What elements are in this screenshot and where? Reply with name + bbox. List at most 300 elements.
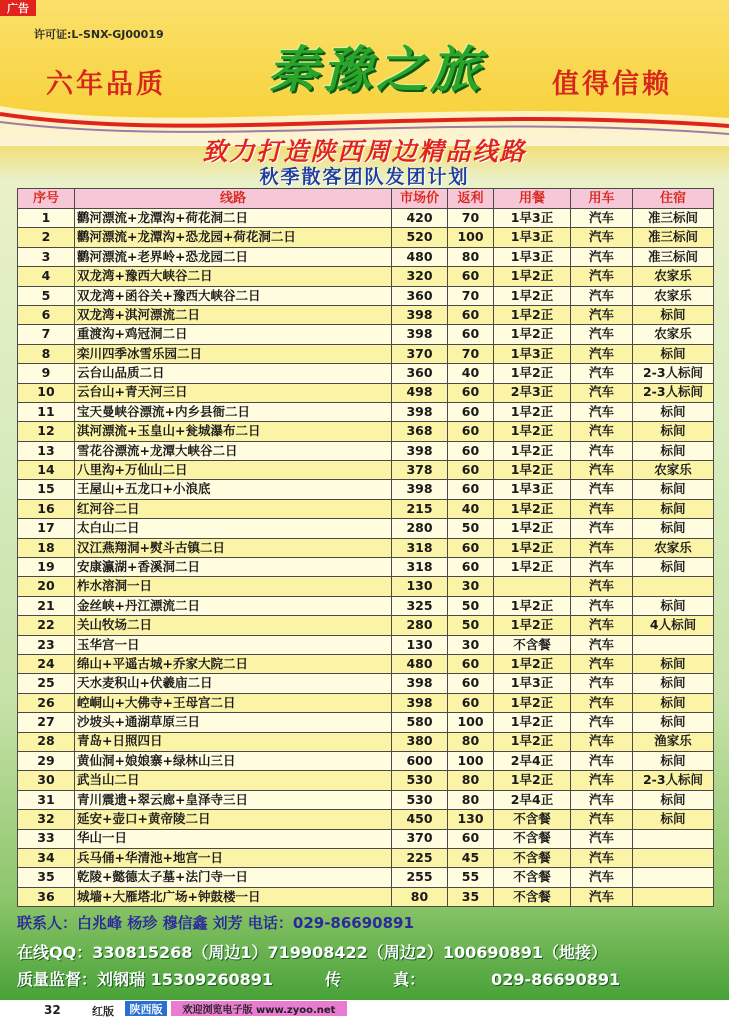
row-vehicle: 汽车: [571, 751, 633, 770]
row-rebate: 60: [448, 538, 494, 557]
row-meals: 1早2正: [494, 461, 571, 480]
table-row: [18, 887, 714, 906]
row-lodging: 标间: [633, 790, 714, 809]
row-vehicle: 汽车: [571, 364, 633, 383]
row-price: 130: [392, 577, 448, 596]
row-rebate: 50: [448, 616, 494, 635]
row-price: 370: [392, 344, 448, 363]
row-meals: 1早2正: [494, 519, 571, 538]
row-no: 14: [18, 461, 75, 480]
row-meals: 1早2正: [494, 596, 571, 615]
table-row: [18, 286, 714, 305]
row-rebate: 50: [448, 596, 494, 615]
table-row: [18, 558, 714, 577]
row-vehicle: 汽车: [571, 771, 633, 790]
row-route: 太白山二日: [75, 519, 392, 538]
table-row: [18, 732, 714, 751]
row-price: 280: [392, 616, 448, 635]
row-no: 6: [18, 305, 75, 324]
row-rebate: 60: [448, 829, 494, 848]
row-route: 鹳河漂流+老界岭+恐龙园二日: [75, 247, 392, 266]
supervision-label: 质量监督：刘钢瑞 15309260891: [17, 970, 274, 989]
row-vehicle: 汽车: [571, 790, 633, 809]
row-vehicle: 汽车: [571, 228, 633, 247]
row-meals: 1早2正: [494, 713, 571, 732]
row-rebate: 60: [448, 402, 494, 421]
row-rebate: 30: [448, 635, 494, 654]
row-price: 255: [392, 868, 448, 887]
row-meals: 1早3正: [494, 344, 571, 363]
supervision-line: [17, 967, 620, 990]
header-route: 线路: [75, 189, 392, 209]
row-lodging: [633, 577, 714, 596]
row-meals: 不含餐: [494, 848, 571, 867]
row-vehicle: 汽车: [571, 325, 633, 344]
ad-tag: 广告: [0, 0, 36, 16]
row-route: 宝天曼峡谷漂流+内乡县衙二日: [75, 402, 392, 421]
row-vehicle: 汽车: [571, 286, 633, 305]
table-row: [18, 693, 714, 712]
row-price: 580: [392, 713, 448, 732]
row-price: 398: [392, 402, 448, 421]
row-no: 34: [18, 848, 75, 867]
row-meals: 1早2正: [494, 422, 571, 441]
row-vehicle: 汽车: [571, 267, 633, 286]
row-no: 32: [18, 810, 75, 829]
row-rebate: 100: [448, 713, 494, 732]
row-lodging: 标间: [633, 751, 714, 770]
row-no: 11: [18, 402, 75, 421]
row-rebate: 60: [448, 441, 494, 460]
row-price: 398: [392, 693, 448, 712]
license-number: 许可证:L-SNX-GJ00019: [34, 28, 164, 41]
table-row: [18, 344, 714, 363]
row-no: 21: [18, 596, 75, 615]
row-meals: 2早4正: [494, 751, 571, 770]
row-price: 318: [392, 538, 448, 557]
row-vehicle: 汽车: [571, 480, 633, 499]
row-price: 398: [392, 441, 448, 460]
table-row: [18, 441, 714, 460]
row-rebate: 60: [448, 480, 494, 499]
row-no: 8: [18, 344, 75, 363]
table-row: [18, 810, 714, 829]
row-rebate: 35: [448, 887, 494, 906]
table-row: [18, 461, 714, 480]
row-lodging: 标间: [633, 344, 714, 363]
row-route: 崆峒山+大佛寺+王母宫二日: [75, 693, 392, 712]
row-meals: 不含餐: [494, 829, 571, 848]
row-price: 420: [392, 209, 448, 228]
row-route: 八里沟+万仙山二日: [75, 461, 392, 480]
row-price: 318: [392, 558, 448, 577]
row-meals: 1早2正: [494, 364, 571, 383]
row-vehicle: 汽车: [571, 538, 633, 557]
row-route: 双龙湾+淇河漂流二日: [75, 305, 392, 324]
row-lodging: 农家乐: [633, 286, 714, 305]
row-vehicle: 汽车: [571, 344, 633, 363]
row-lodging: 标间: [633, 713, 714, 732]
row-no: 4: [18, 267, 75, 286]
row-lodging: 标间: [633, 499, 714, 518]
row-no: 3: [18, 247, 75, 266]
row-rebate: 60: [448, 325, 494, 344]
row-route: 云台山品质二日: [75, 364, 392, 383]
row-meals: 1早3正: [494, 480, 571, 499]
row-no: 29: [18, 751, 75, 770]
row-rebate: 60: [448, 267, 494, 286]
row-vehicle: 汽车: [571, 577, 633, 596]
row-route: 鹳河漂流+龙潭沟+恐龙园+荷花洞二日: [75, 228, 392, 247]
row-lodging: 2-3人标间: [633, 364, 714, 383]
row-price: 225: [392, 848, 448, 867]
row-vehicle: 汽车: [571, 461, 633, 480]
row-price: 215: [392, 499, 448, 518]
row-rebate: 70: [448, 344, 494, 363]
row-meals: 1早2正: [494, 286, 571, 305]
tour-schedule-table: [17, 188, 714, 907]
table-row: [18, 209, 714, 228]
edition-label: 红版: [92, 1005, 114, 1018]
row-route: 双龙湾+豫西大峡谷二日: [75, 267, 392, 286]
table-row: [18, 383, 714, 402]
row-price: 368: [392, 422, 448, 441]
row-price: 530: [392, 771, 448, 790]
table-row: [18, 364, 714, 383]
row-vehicle: 汽车: [571, 499, 633, 518]
row-route: 红河谷二日: [75, 499, 392, 518]
table-row: [18, 499, 714, 518]
row-no: 33: [18, 829, 75, 848]
header-price: 市场价: [392, 189, 448, 209]
row-rebate: 80: [448, 732, 494, 751]
row-rebate: 80: [448, 790, 494, 809]
row-rebate: 60: [448, 674, 494, 693]
row-lodging: 标间: [633, 693, 714, 712]
row-meals: 1早2正: [494, 693, 571, 712]
table-row: [18, 635, 714, 654]
row-route: 华山一日: [75, 829, 392, 848]
row-price: 480: [392, 654, 448, 673]
row-price: 370: [392, 829, 448, 848]
fax-label: 传: [325, 970, 342, 989]
row-no: 31: [18, 790, 75, 809]
row-lodging: 农家乐: [633, 325, 714, 344]
row-rebate: 40: [448, 364, 494, 383]
row-lodging: 标间: [633, 810, 714, 829]
row-meals: 1早2正: [494, 402, 571, 421]
row-rebate: 130: [448, 810, 494, 829]
row-rebate: 45: [448, 848, 494, 867]
row-vehicle: 汽车: [571, 305, 633, 324]
online-qq-line: 在线QQ：330815268（周边1）719908422（周边2）100690891（地接）: [17, 943, 608, 962]
table-row: [18, 247, 714, 266]
row-rebate: 80: [448, 247, 494, 266]
row-no: 18: [18, 538, 75, 557]
row-route: 汉江燕翔洞+熨斗古镇二日: [75, 538, 392, 557]
row-route: 武当山二日: [75, 771, 392, 790]
row-route: 双龙湾+函谷关+豫西大峡谷二日: [75, 286, 392, 305]
row-rebate: 60: [448, 558, 494, 577]
row-no: 26: [18, 693, 75, 712]
row-rebate: 60: [448, 422, 494, 441]
row-no: 25: [18, 674, 75, 693]
row-lodging: [633, 635, 714, 654]
row-vehicle: 汽车: [571, 402, 633, 421]
row-price: 398: [392, 305, 448, 324]
row-meals: 1早2正: [494, 558, 571, 577]
edition-badge: 陕西版: [125, 1001, 167, 1016]
fax-number: 029-86690891: [491, 970, 621, 989]
row-price: 398: [392, 325, 448, 344]
row-lodging: 准三标间: [633, 247, 714, 266]
table-header-row: [18, 189, 714, 209]
row-no: 28: [18, 732, 75, 751]
contact-line: 联系人：白兆峰 杨珍 穆信鑫 刘芳 电话：029-86690891: [17, 914, 414, 932]
table-row: [18, 654, 714, 673]
row-lodging: 2-3人标间: [633, 383, 714, 402]
row-vehicle: 汽车: [571, 422, 633, 441]
row-meals: 1早3正: [494, 209, 571, 228]
row-lodging: 农家乐: [633, 461, 714, 480]
row-route: 绵山+平遥古城+乔家大院二日: [75, 654, 392, 673]
row-meals: 1早2正: [494, 441, 571, 460]
header-meals: 用餐: [494, 189, 571, 209]
row-no: 12: [18, 422, 75, 441]
table-row: [18, 577, 714, 596]
row-price: 360: [392, 364, 448, 383]
row-meals: 1早2正: [494, 325, 571, 344]
row-rebate: 100: [448, 751, 494, 770]
table-row: [18, 402, 714, 421]
row-meals: 1早3正: [494, 228, 571, 247]
row-vehicle: 汽车: [571, 519, 633, 538]
row-no: 19: [18, 558, 75, 577]
row-meals: 1早2正: [494, 616, 571, 635]
row-meals: 1早2正: [494, 267, 571, 286]
table-row: [18, 616, 714, 635]
row-route: 栾川四季冰雪乐园二日: [75, 344, 392, 363]
row-meals: 不含餐: [494, 635, 571, 654]
row-price: 600: [392, 751, 448, 770]
row-price: 398: [392, 480, 448, 499]
row-no: 30: [18, 771, 75, 790]
row-rebate: 40: [448, 499, 494, 518]
row-route: 兵马俑+华清池+地宫一日: [75, 848, 392, 867]
row-price: 380: [392, 732, 448, 751]
table-row: [18, 674, 714, 693]
row-vehicle: 汽车: [571, 441, 633, 460]
row-meals: 不含餐: [494, 810, 571, 829]
row-route: 沙坡头+通湖草原三日: [75, 713, 392, 732]
table-body: [18, 209, 714, 907]
row-no: 22: [18, 616, 75, 635]
row-price: 325: [392, 596, 448, 615]
row-route: 乾陵+懿德太子墓+法门寺一日: [75, 868, 392, 887]
row-no: 27: [18, 713, 75, 732]
row-lodging: [633, 887, 714, 906]
table-row: [18, 480, 714, 499]
row-no: 36: [18, 887, 75, 906]
row-price: 360: [392, 286, 448, 305]
subheadline: 秋季散客团队发团计划: [259, 166, 470, 188]
headline: 致力打造陕西周边精品线路: [202, 137, 527, 166]
table-row: [18, 305, 714, 324]
row-meals: [494, 577, 571, 596]
row-route: 鹳河漂流+龙潭沟+荷花洞二日: [75, 209, 392, 228]
table-row: [18, 267, 714, 286]
table-row: [18, 519, 714, 538]
row-lodging: 标间: [633, 674, 714, 693]
table-row: [18, 790, 714, 809]
fax-label-2: 真：: [393, 970, 426, 989]
row-lodging: 准三标间: [633, 209, 714, 228]
row-vehicle: 汽车: [571, 596, 633, 615]
row-rebate: 70: [448, 286, 494, 305]
row-route: 延安+壶口+黄帝陵二日: [75, 810, 392, 829]
row-route: 玉华宫一日: [75, 635, 392, 654]
row-lodging: 农家乐: [633, 267, 714, 286]
row-route: 雪花谷漂流+龙潭大峡谷二日: [75, 441, 392, 460]
row-price: 398: [392, 674, 448, 693]
row-vehicle: 汽车: [571, 558, 633, 577]
row-meals: 2早4正: [494, 790, 571, 809]
row-lodging: 标间: [633, 441, 714, 460]
row-lodging: 标间: [633, 558, 714, 577]
row-lodging: 渔家乐: [633, 732, 714, 751]
row-lodging: 准三标间: [633, 228, 714, 247]
row-rebate: 100: [448, 228, 494, 247]
row-vehicle: 汽车: [571, 654, 633, 673]
row-no: 7: [18, 325, 75, 344]
row-price: 130: [392, 635, 448, 654]
row-lodging: 标间: [633, 305, 714, 324]
header-lodging: 住宿: [633, 189, 714, 209]
row-lodging: 4人标间: [633, 616, 714, 635]
row-lodging: 标间: [633, 519, 714, 538]
row-lodging: 标间: [633, 402, 714, 421]
row-lodging: [633, 848, 714, 867]
table-row: [18, 829, 714, 848]
row-route: 重渡沟+鸡冠洞二日: [75, 325, 392, 344]
row-no: 5: [18, 286, 75, 305]
table-row: [18, 538, 714, 557]
row-lodging: 标间: [633, 596, 714, 615]
row-route: 城墙+大雁塔北广场+钟鼓楼一日: [75, 887, 392, 906]
row-rebate: 60: [448, 383, 494, 402]
row-price: 280: [392, 519, 448, 538]
row-rebate: 30: [448, 577, 494, 596]
row-route: 天水麦积山+伏羲庙二日: [75, 674, 392, 693]
row-lodging: 标间: [633, 654, 714, 673]
row-route: 青岛+日照四日: [75, 732, 392, 751]
table-row: [18, 868, 714, 887]
row-vehicle: 汽车: [571, 713, 633, 732]
row-meals: 1早2正: [494, 654, 571, 673]
row-price: 480: [392, 247, 448, 266]
row-vehicle: 汽车: [571, 209, 633, 228]
row-meals: 2早3正: [494, 383, 571, 402]
row-no: 24: [18, 654, 75, 673]
table-row: [18, 771, 714, 790]
row-lodging: 标间: [633, 480, 714, 499]
table-row: [18, 422, 714, 441]
row-price: 498: [392, 383, 448, 402]
row-vehicle: 汽车: [571, 674, 633, 693]
row-price: 450: [392, 810, 448, 829]
page-number: 32: [44, 1003, 61, 1017]
row-route: 安康瀛湖+香溪洞二日: [75, 558, 392, 577]
row-vehicle: 汽车: [571, 868, 633, 887]
header-vehicle: 用车: [571, 189, 633, 209]
row-no: 13: [18, 441, 75, 460]
row-no: 1: [18, 209, 75, 228]
row-lodging: 2-3人标间: [633, 771, 714, 790]
row-vehicle: 汽车: [571, 810, 633, 829]
row-vehicle: 汽车: [571, 732, 633, 751]
row-meals: 1早3正: [494, 247, 571, 266]
row-vehicle: 汽车: [571, 635, 633, 654]
row-price: 530: [392, 790, 448, 809]
row-route: 淇河漂流+玉皇山+瓮城瀑布二日: [75, 422, 392, 441]
slogan-right: 值得信赖: [552, 69, 672, 100]
row-no: 20: [18, 577, 75, 596]
row-rebate: 60: [448, 693, 494, 712]
row-price: 378: [392, 461, 448, 480]
row-lodging: 标间: [633, 422, 714, 441]
table-row: [18, 713, 714, 732]
row-rebate: 55: [448, 868, 494, 887]
row-rebate: 60: [448, 461, 494, 480]
row-no: 15: [18, 480, 75, 499]
website-banner[interactable]: 欢迎浏览电子版 www.zyoo.net: [171, 1001, 347, 1016]
row-meals: 1早3正: [494, 674, 571, 693]
row-route: 金丝峡+丹江漂流二日: [75, 596, 392, 615]
row-vehicle: 汽车: [571, 829, 633, 848]
row-rebate: 60: [448, 654, 494, 673]
row-price: 80: [392, 887, 448, 906]
row-no: 10: [18, 383, 75, 402]
row-lodging: 农家乐: [633, 538, 714, 557]
row-vehicle: 汽车: [571, 848, 633, 867]
row-no: 35: [18, 868, 75, 887]
table-row: [18, 751, 714, 770]
row-route: 青川震遗+翠云廊+皇泽寺三日: [75, 790, 392, 809]
header-rebate: 返利: [448, 189, 494, 209]
row-no: 17: [18, 519, 75, 538]
row-price: 320: [392, 267, 448, 286]
table-row: [18, 596, 714, 615]
row-no: 16: [18, 499, 75, 518]
row-vehicle: 汽车: [571, 383, 633, 402]
logo: 秦豫之旅: [268, 40, 484, 99]
row-meals: 1早2正: [494, 771, 571, 790]
row-no: 9: [18, 364, 75, 383]
row-meals: 不含餐: [494, 887, 571, 906]
row-rebate: 50: [448, 519, 494, 538]
row-meals: 1早2正: [494, 538, 571, 557]
table-row: [18, 228, 714, 247]
table-row: [18, 848, 714, 867]
row-route: 王屋山+五龙口+小浪底: [75, 480, 392, 499]
row-vehicle: 汽车: [571, 616, 633, 635]
row-rebate: 70: [448, 209, 494, 228]
row-route: 柞水溶洞一日: [75, 577, 392, 596]
row-route: 黄仙洞+娘娘寨+绿林山三日: [75, 751, 392, 770]
row-route: 云台山+青天河三日: [75, 383, 392, 402]
header-no: 序号: [18, 189, 75, 209]
row-meals: 1早2正: [494, 499, 571, 518]
